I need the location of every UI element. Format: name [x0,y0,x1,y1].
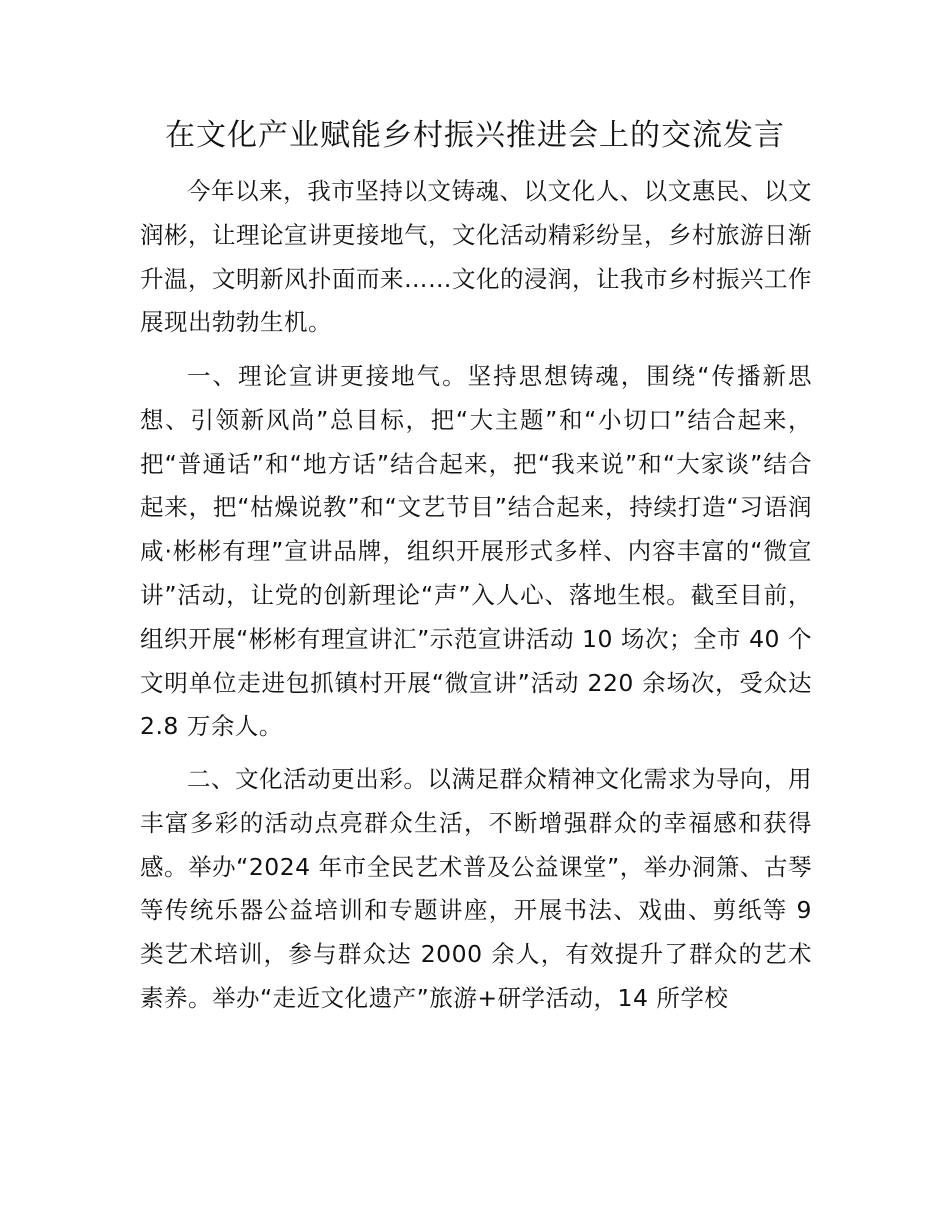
paragraph-section-1: 一、理论宣讲更接地气。坚持思想铸魂，围绕“传播新思想、引领新风尚”总目标，把“大主题”和“小切口”结合起来，把“普通话”和“地方话”结合起来，把“我来说”和“大家谈”结合起来，把“枯燥说教”和“文艺节目”结合起来，持续打造“习语润咸·彬彬有理”宣讲品牌，组织开展形式多样、内容丰富的“微宣讲”活动，让党的创新理论“声”入人心、落地生根。截至目前，组织开展“彬彬有理宣讲汇”示范宣讲活动 10 场次；全市 40 个文明单位走进包抓镇村开展“微宣讲”活动 220 余场次，受众达 2.8 万余人。 [140,362,812,741]
paragraph-section-2: 二、文化活动更出彩。以满足群众精神文化需求为导向，用丰富多彩的活动点亮群众生活，不断增强群众的幸福感和获得感。举办“2024 年市全民艺术普及公益课堂”，举办洞箫、古琴等传统乐器公益培训和专题讲座，开展书法、戏曲、剪纸等 9 类艺术培训，参与群众达 2000 余人，有效提升了群众的艺术素养。举办“走近文化遗产”旅游+研学活动，14 所学校 [140,765,812,1012]
paragraph-intro: 今年以来，我市坚持以文铸魂、以文化人、以文惠民、以文润彬，让理论宣讲更接地气，文化活动精彩纷呈，乡村旅游日渐升温，文明新风扑面而来……文化的浸润，让我市乡村振兴工作展现出勃勃生机。 [140,177,812,337]
document-title: 在文化产业赋能乡村振兴推进会上的交流发言 [165,118,785,153]
